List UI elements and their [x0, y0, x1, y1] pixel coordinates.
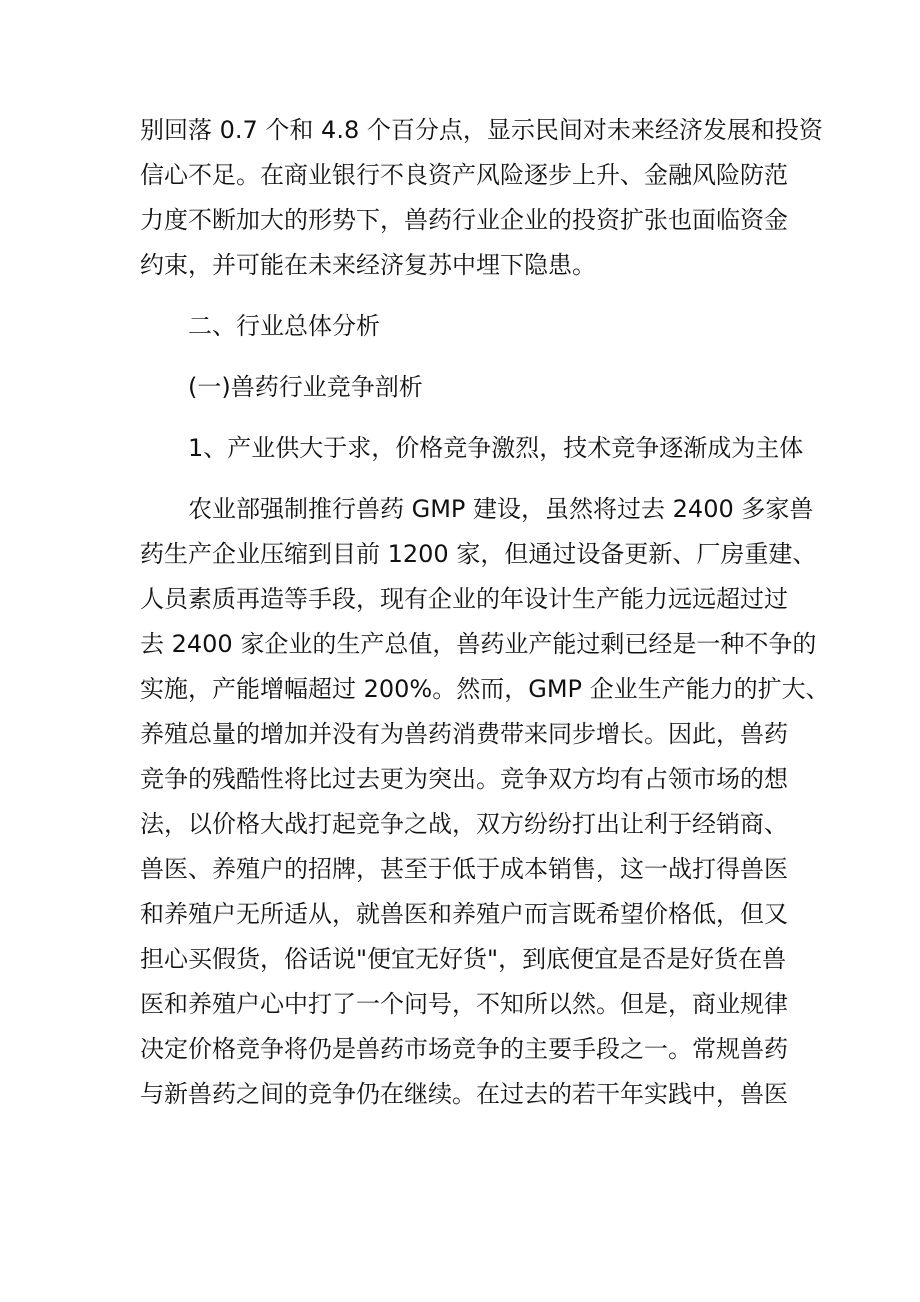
text-line: 与新兽药之间的竞争仍在继续。在过去的若干年实践中，兽医 [140, 1080, 788, 1108]
text-line: 力度不断加大的形势下，兽药行业企业的投资扩张也面临资金 [140, 206, 788, 234]
text-line: 信心不足。在商业银行不良资产风险逐步上升、金融风险防范 [140, 161, 788, 189]
text-line: 医和养殖户心中打了一个问号，不知所以然。但是，商业规律 [140, 990, 788, 1018]
document-body [140, 108, 830, 1117]
text-line: 农业部强制推行兽药 GMP 建设，虽然将过去 2400 多家兽 [188, 495, 814, 523]
text-line: 养殖总量的增加并没有为兽药消费带来同步增长。因此，兽药 [140, 720, 788, 748]
point-heading: 1、产业供大于求，价格竞争激烈，技术竞争逐渐成为主体 [188, 434, 804, 462]
text-line: 担心买假货，俗话说"便宜无好货"，到底便宜是否是好货在兽 [140, 945, 787, 973]
text-line: 药生产企业压缩到目前 1200 家，但通过设备更新、厂房重建、 [140, 540, 817, 568]
text-line: 实施，产能增幅超过 200%。然而，GMP 企业生产能力的扩大、 [140, 675, 830, 703]
text-line: 决定价格竞争将仍是兽药市场竞争的主要手段之一。常规兽药 [140, 1035, 788, 1063]
text-line: 别回落 0.7 个和 4.8 个百分点，显示民间对未来经济发展和投资 [140, 116, 823, 144]
text-line: 和养殖户无所适从，就兽医和养殖户而言既希望价格低，但又 [140, 900, 788, 928]
text-line: 约束，并可能在未来经济复苏中埋下隐患。 [140, 251, 596, 279]
text-line: 法，以价格大战打起竞争之战，双方纷纷打出让利于经销商、 [140, 810, 788, 838]
text-line: 人员素质再造等手段，现有企业的年设计生产能力远远超过过 [140, 585, 788, 613]
section-heading: 二、行业总体分析 [188, 312, 380, 340]
subsection-heading: (一)兽药行业竞争剖析 [188, 373, 423, 401]
text-line: 去 2400 家企业的生产总值，兽药业产能过剩已经是一种不争的 [140, 630, 817, 658]
text-line: 兽医、养殖户的招牌，甚至于低于成本销售，这一战打得兽医 [140, 855, 788, 883]
text-line: 竞争的残酷性将比过去更为突出。竞争双方均有占领市场的想 [140, 765, 788, 793]
